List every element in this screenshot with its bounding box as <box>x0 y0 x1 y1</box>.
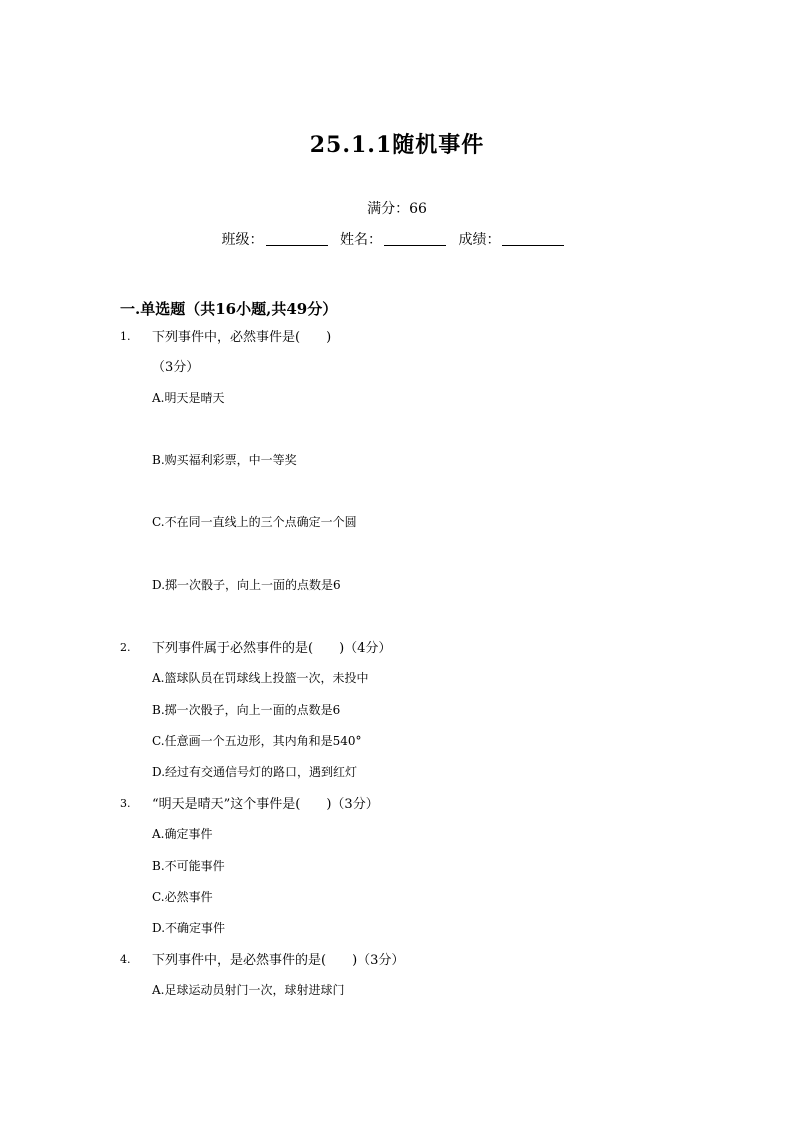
question-3-option-c: C.必然事件 <box>152 890 213 904</box>
page-title: 25.1.1随机事件 <box>309 132 485 158</box>
class-blank <box>266 231 328 246</box>
question-2-number: 2. <box>120 641 131 654</box>
question-1-points: （3分） <box>152 360 200 375</box>
name-blank <box>384 231 446 246</box>
question-4-number: 4. <box>120 953 131 966</box>
question-2-option-b: B.掷一次骰子，向上一面的点数是6 <box>152 703 341 717</box>
section-title: 一.单选题（共16小题,共49分） <box>120 300 338 318</box>
question-2-option-c: C.任意画一个五边形，其内角和是540° <box>152 734 362 748</box>
question-1-number: 1. <box>120 330 131 343</box>
question-3-option-a: A.确定事件 <box>152 827 213 841</box>
question-3-number: 3. <box>120 797 131 810</box>
question-1-option-a: A.明天是晴天 <box>152 391 225 405</box>
question-2-option-a: A.篮球队员在罚球线上投篮一次，未投中 <box>152 671 369 685</box>
student-info-line <box>0 229 794 249</box>
class-label: 班级： <box>221 232 264 248</box>
question-4-text: 下列事件中，是必然事件的是( )（3分） <box>152 953 405 968</box>
question-2-text: 下列事件属于必然事件的是( )（4分） <box>152 641 392 656</box>
question-1-option-c: C.不在同一直线上的三个点确定一个圆 <box>152 515 357 529</box>
grade-label: 成绩： <box>458 232 501 248</box>
grade-blank <box>502 231 564 246</box>
question-3-option-d: D.不确定事件 <box>152 921 226 935</box>
question-3-text: “明天是晴天”这个事件是( )（3分） <box>152 797 379 812</box>
name-label: 姓名： <box>340 232 382 248</box>
total-score: 满分：66 <box>367 201 427 217</box>
question-1-text: 下列事件中，必然事件是( ) <box>152 330 332 345</box>
question-3-option-b: B.不可能事件 <box>152 859 225 873</box>
question-1-option-b: B.购买福利彩票，中一等奖 <box>152 453 297 467</box>
question-4-option-a: A.足球运动员射门一次，球射进球门 <box>152 983 345 997</box>
question-2-option-d: D.经过有交通信号灯的路口，遇到红灯 <box>152 765 358 779</box>
question-1-option-d: D.掷一次骰子，向上一面的点数是6 <box>152 578 341 592</box>
